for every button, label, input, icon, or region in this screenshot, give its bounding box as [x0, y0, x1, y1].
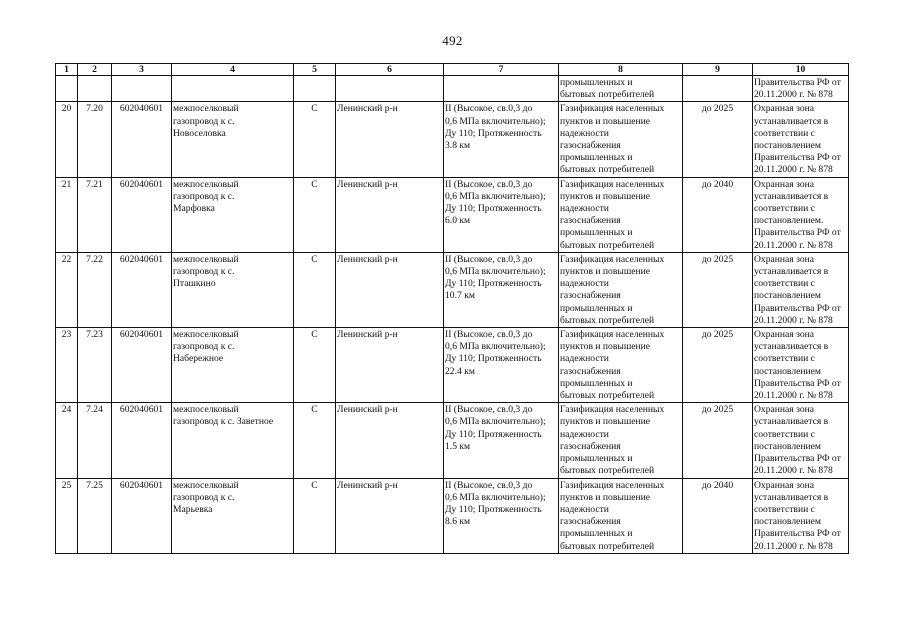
cell-row-number: 20: [56, 102, 78, 177]
cell-item-code: 7.23: [78, 328, 112, 403]
cell-empty: [172, 76, 294, 102]
column-number: 9: [683, 64, 753, 76]
cell-object-name: межпоселковый газопровод к с. Новоселовка: [172, 102, 294, 177]
table-row: [56, 403, 849, 478]
cell-protection-zone: Охранная зона устанавливается в соответствии с постановлением Правительства РФ от 20.11.2000 г. № 878: [753, 478, 849, 553]
page-number: 492: [442, 33, 463, 48]
cell-term: до 2025: [683, 252, 753, 327]
cell-status: С: [294, 252, 336, 327]
cell-parameters: II (Высокое, св.0,3 до 0,6 МПа включительно); Ду 110; Протяженность 10.7 км: [444, 252, 559, 327]
cell-empty: [294, 76, 336, 102]
cell-parameters: II (Высокое, св.0,3 до 0,6 МПа включительно); Ду 110; Протяженность 8.6 км: [444, 478, 559, 553]
cell-term: до 2025: [683, 102, 753, 177]
cell-status: С: [294, 177, 336, 252]
cell-purpose: Газификация населенных пунктов и повышение надежности газоснабжения промышленных и бытовых потребителей: [559, 252, 683, 327]
cell-okato-code: 602040601: [112, 177, 172, 252]
cell-protection-zone: Охранная зона устанавливается в соответствии с постановлением Правительства РФ от 20.11.2000 г. № 878: [753, 328, 849, 403]
cell-district: Ленинский р-н: [336, 328, 444, 403]
cell-purpose: Газификация населенных пунктов и повышение надежности газоснабжения промышленных и бытовых потребителей: [559, 102, 683, 177]
cell-term: до 2025: [683, 328, 753, 403]
continuation-row: [56, 76, 849, 102]
table-row: [56, 177, 849, 252]
cell-item-code: 7.24: [78, 403, 112, 478]
cell-object-name: межпоселковый газопровод к с. Марьевка: [172, 478, 294, 553]
cell-empty: [78, 76, 112, 102]
cell-protection-zone: Охранная зона устанавливается в соответствии с постановлением. Правительства РФ от 20.11.2000 г. № 878: [753, 177, 849, 252]
cell-protection-zone: Охранная зона устанавливается в соответствии с постановлением Правительства РФ от 20.11.2000 г. № 878: [753, 252, 849, 327]
cell-parameters: II (Высокое, св.0,3 до 0,6 МПа включительно); Ду 110; Протяженность 6.0 км: [444, 177, 559, 252]
cell-status: С: [294, 328, 336, 403]
cell-parameters: II (Высокое, св.0,3 до 0,6 МПа включительно); Ду 110; Протяженность 3.8 км: [444, 102, 559, 177]
cell-district: Ленинский р-н: [336, 403, 444, 478]
table-body: [56, 64, 849, 554]
cell-term: до 2040: [683, 478, 753, 553]
cell-okato-code: 602040601: [112, 403, 172, 478]
cell-district: Ленинский р-н: [336, 478, 444, 553]
cell-item-code: 7.21: [78, 177, 112, 252]
cell-district: Ленинский р-н: [336, 177, 444, 252]
column-number: 8: [559, 64, 683, 76]
cell-okato-code: 602040601: [112, 102, 172, 177]
cell-empty: [56, 76, 78, 102]
column-number-row: [56, 64, 849, 76]
cell-row-number: 22: [56, 252, 78, 327]
cell-okato-code: 602040601: [112, 478, 172, 553]
cell-protection-zone: Охранная зона устанавливается в соответствии с постановлением Правительства РФ от 20.11.2000 г. № 878: [753, 403, 849, 478]
cell-term: до 2025: [683, 403, 753, 478]
cell-zone-continued: Правительства РФ от 20.11.2000 г. № 878: [753, 76, 849, 102]
cell-empty: [112, 76, 172, 102]
cell-purpose: Газификация населенных пунктов и повышение надежности газоснабжения промышленных и бытовых потребителей: [559, 177, 683, 252]
cell-purpose: Газификация населенных пунктов и повышение надежности газоснабжения промышленных и бытовых потребителей: [559, 328, 683, 403]
column-number: 3: [112, 64, 172, 76]
column-number: 4: [172, 64, 294, 76]
gas-pipeline-table: [55, 63, 849, 554]
cell-district: Ленинский р-н: [336, 252, 444, 327]
table-row: [56, 328, 849, 403]
cell-empty: [336, 76, 444, 102]
cell-status: С: [294, 102, 336, 177]
cell-object-name: межпоселковый газопровод к с. Марфовка: [172, 177, 294, 252]
cell-purpose-continued: промышленных и бытовых потребителей: [559, 76, 683, 102]
cell-object-name: межпоселковый газопровод к с. Заветное: [172, 403, 294, 478]
cell-object-name: межпоселковый газопровод к с. Набережное: [172, 328, 294, 403]
cell-term: до 2040: [683, 177, 753, 252]
cell-okato-code: 602040601: [112, 252, 172, 327]
cell-empty: [444, 76, 559, 102]
table-row: [56, 252, 849, 327]
table-row: [56, 478, 849, 553]
cell-row-number: 25: [56, 478, 78, 553]
column-number: 7: [444, 64, 559, 76]
cell-purpose: Газификация населенных пунктов и повышение надежности газоснабжения промышленных и бытовых потребителей: [559, 478, 683, 553]
column-number: 2: [78, 64, 112, 76]
cell-row-number: 24: [56, 403, 78, 478]
cell-status: С: [294, 403, 336, 478]
cell-empty: [683, 76, 753, 102]
column-number: 10: [753, 64, 849, 76]
cell-object-name: межпоселковый газопровод к с. Пташкино: [172, 252, 294, 327]
column-number: 6: [336, 64, 444, 76]
cell-parameters: II (Высокое, св.0,3 до 0,6 МПа включительно); Ду 110; Протяженность 1.5 км: [444, 403, 559, 478]
cell-okato-code: 602040601: [112, 328, 172, 403]
cell-row-number: 23: [56, 328, 78, 403]
cell-item-code: 7.22: [78, 252, 112, 327]
column-number: 5: [294, 64, 336, 76]
cell-status: С: [294, 478, 336, 553]
cell-row-number: 21: [56, 177, 78, 252]
cell-item-code: 7.20: [78, 102, 112, 177]
cell-protection-zone: Охранная зона устанавливается в соответствии с постановлением Правительства РФ от 20.11.2000 г. № 878: [753, 102, 849, 177]
cell-district: Ленинский р-н: [336, 102, 444, 177]
column-number: 1: [56, 64, 78, 76]
cell-item-code: 7.25: [78, 478, 112, 553]
cell-purpose: Газификация населенных пунктов и повышение надежности газоснабжения промышленных и бытовых потребителей: [559, 403, 683, 478]
cell-parameters: II (Высокое, св.0,3 до 0,6 МПа включительно); Ду 110; Протяженность 22.4 км: [444, 328, 559, 403]
table-row: [56, 102, 849, 177]
